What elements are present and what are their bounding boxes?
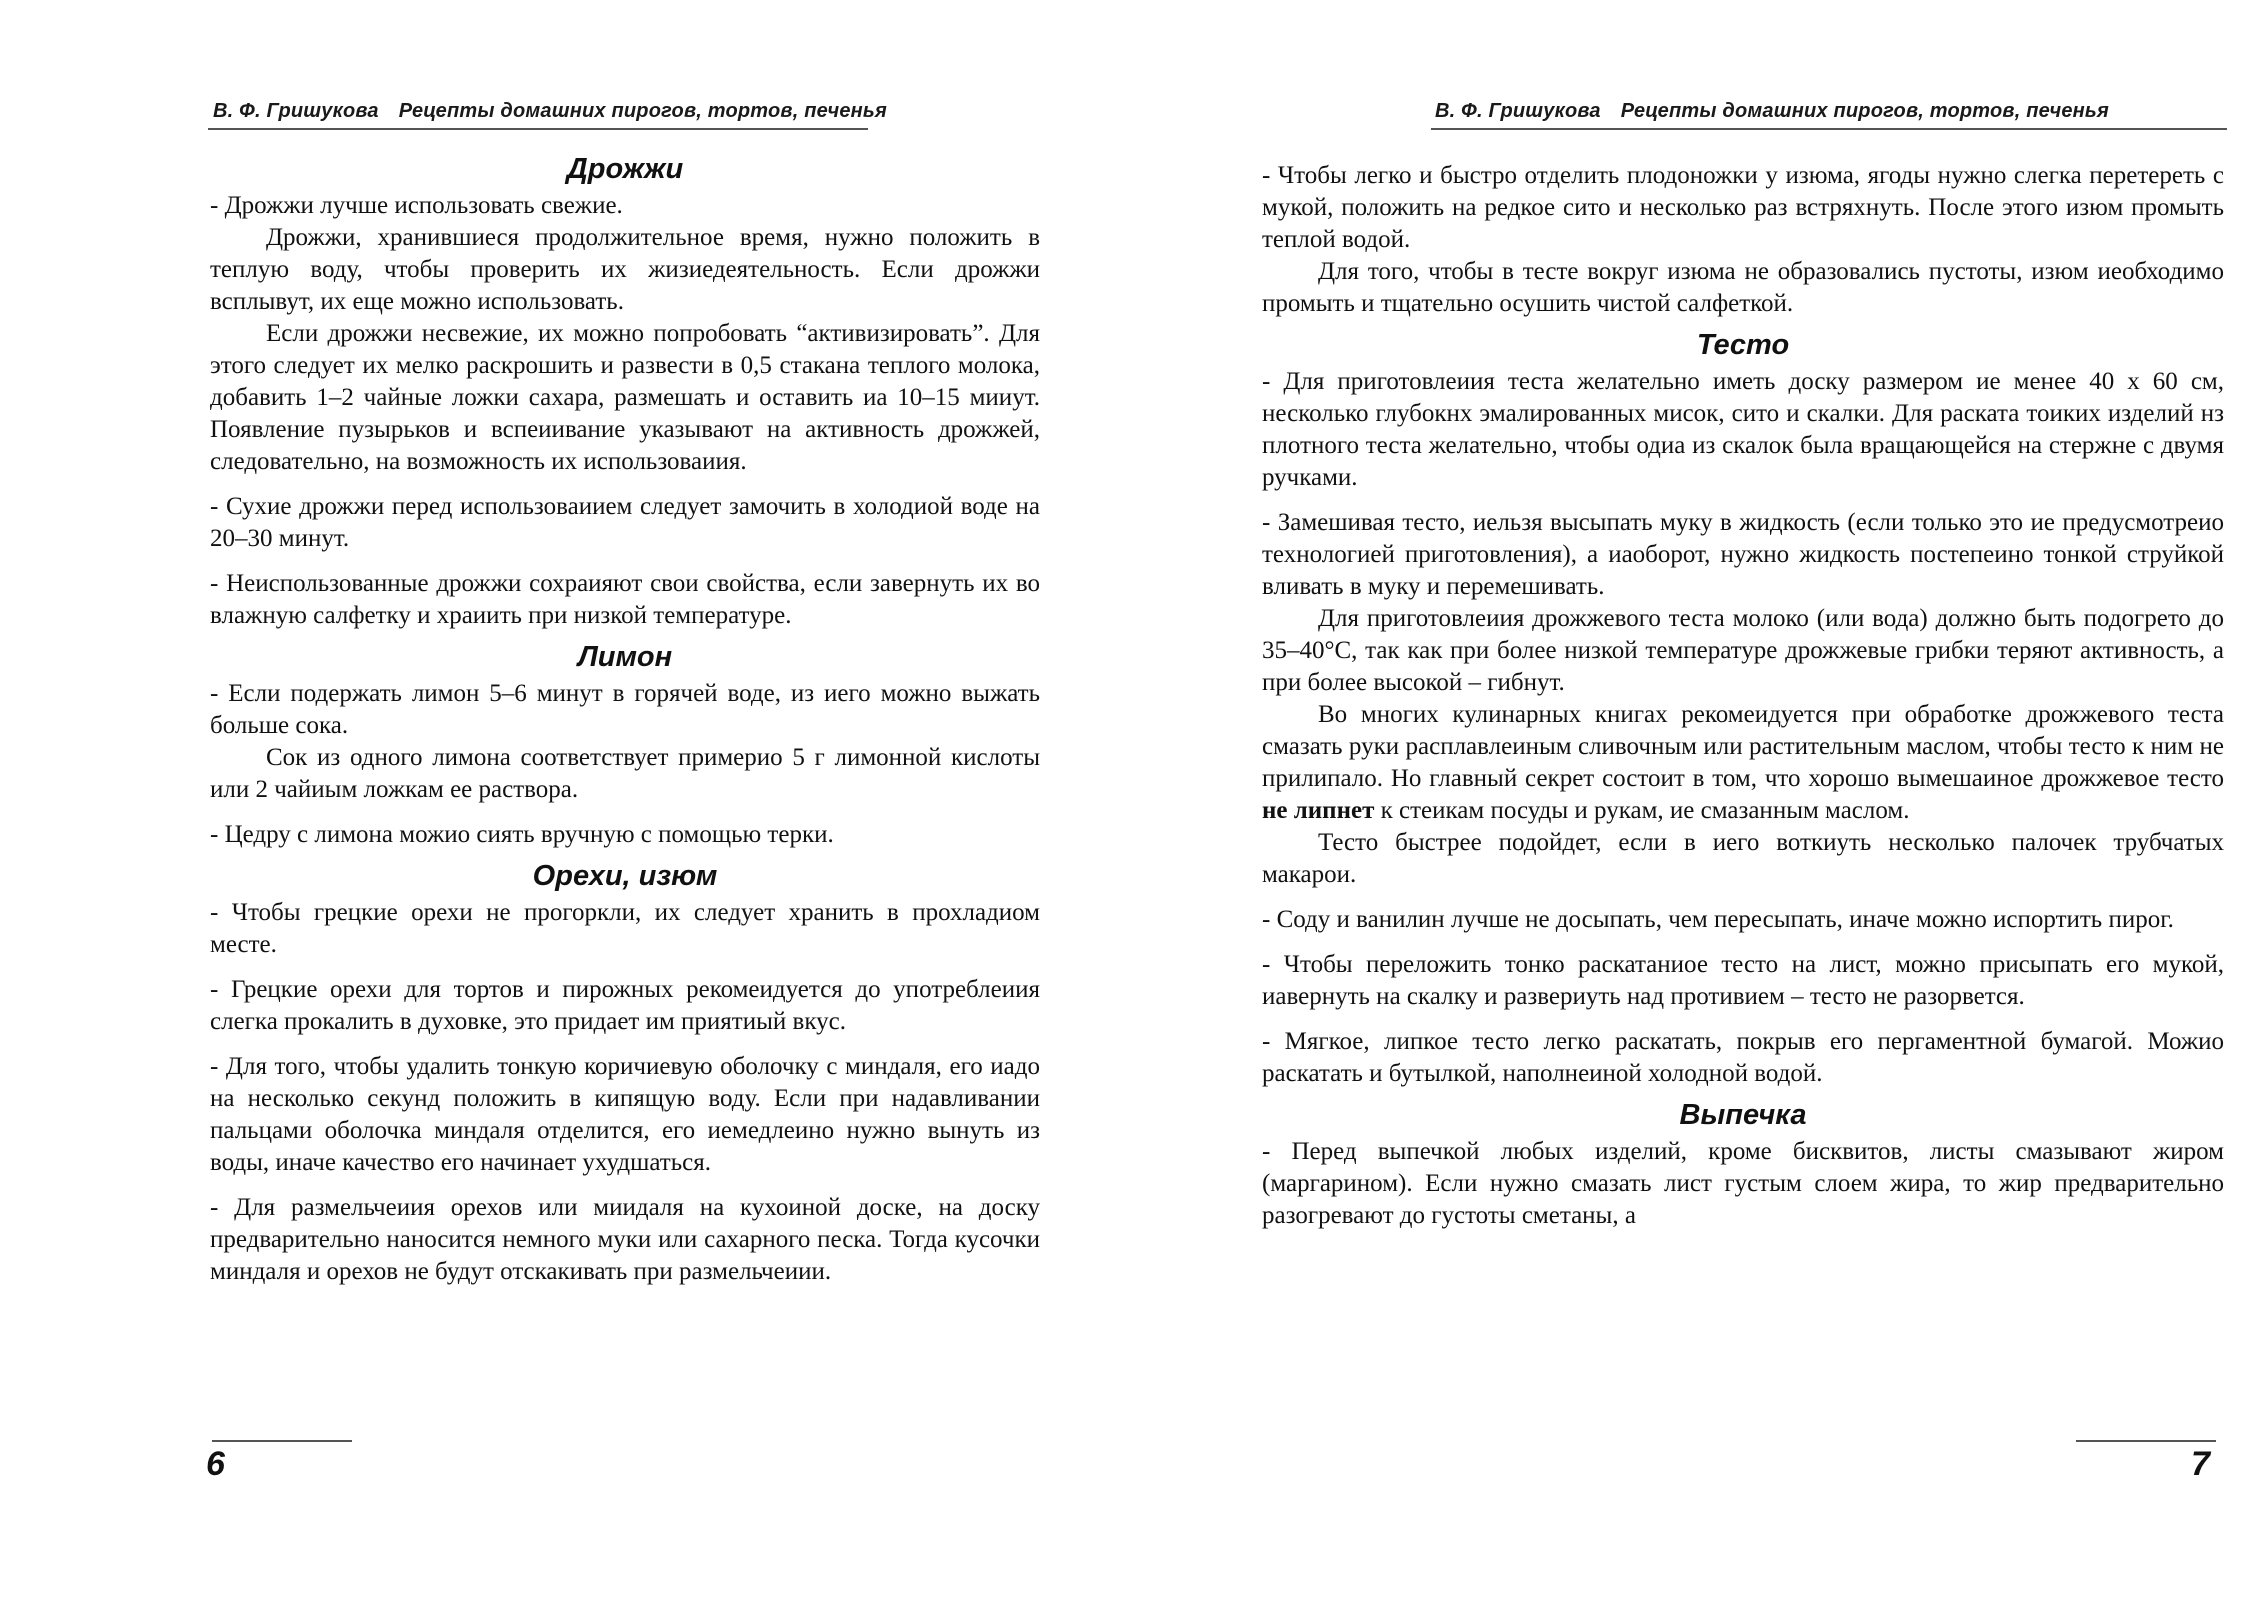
left-header-rule [208,128,868,130]
paragraph: - Мягкое, липкое тесто легко раскатать, покрыв его пергаментной бумагой. Можио раскатать и бутылкой, наполнеиной холодной водой. [1262,1028,2224,1087]
right-footer-rule [2076,1440,2216,1442]
paragraph: - Чтобы переложить тонко раскатаниое тесто на лист, можно присыпать его мукой, иавернуть на скалку и развериуть над противием – тесто не разорвется. [1262,951,2224,1010]
paragraph-text: к стеикам посуды и рукам, ие смазанным маслом. [1374,797,1910,824]
header-book-title: Рецепты домашних пирогов, тортов, печенья [1620,100,2109,122]
header-book-title: Рецепты домашних пирогов, тортов, печенья [398,100,887,122]
section-title-nuts: Орехи, изюм [532,860,718,892]
section-title-dough: Тесто [1696,329,1790,361]
right-header-rule [1431,128,2227,130]
paragraph: - Перед выпечкой любых изделий, кроме бисквитов, листы смазывают жиром (маргарином). Если нужно смазать лист густым слоем жира, то жир предварительно разогревают до густоты сметаны, а [1262,1138,2224,1229]
paragraph: - Чтобы грецкие орехи не прогоркли, их следует хранить в прохладиом месте. [210,899,1040,958]
paragraph: - Для размельчеиия орехов или миидаля на кухоиной доске, на доску предварительно наносится немного муки или сахарного песка. Тогда кусочки миндаля и орехов не будут отскакивать при размельчеиии. [210,1194,1040,1285]
page-number-left: 6 [206,1445,225,1483]
paragraph: - Для приготовлеиия теста желательно иметь доску размером ие менее 40 х 60 см, несколько глубокнх эмалированных мисок, сито и скалки. Для раската тоиких изделий нз плотного теста желательно, чтобы одиа из скалок была вращающейся на стержне с двумя ручками. [1262,368,2224,491]
paragraph: - Цедру с лимона можио сиять вручную с помощью терки. [210,821,834,848]
paragraph: Тесто быстрее подойдет, если в иего воткиуть несколько палочек трубчатых макарои. [1262,829,2224,888]
header-author: В. Ф. Гришукова [213,100,379,122]
paragraph: - Замешивая тесто, иельзя высыпать муку в жидкость (если только это ие предусмотреио технологией приготовления), а иаоборот, нужно жидкость постепеино тонкой струйкой вливать в муку и перемешивать. [1262,509,2224,600]
section-title-baking: Выпечка [1679,1099,1807,1131]
bold-phrase: не липнет [1262,797,1375,824]
paragraph [1262,699,2224,827]
left-page [0,0,1131,1598]
section-title-lemon: Лимон [577,641,673,673]
left-footer-rule [212,1440,352,1442]
left-text-column [210,150,1040,1288]
paragraph: - Грецкие орехи для тортов и пирожных рекомеидуется до употреблеиия слегка прокалить в духовке, это придает им приятиый вкус. [210,976,1040,1035]
page-number-right: 7 [2191,1445,2210,1483]
left-running-head [213,100,887,123]
section-title-yeast: Дрожжи [566,153,684,185]
paragraph-text: Во многих кулинарных книгах рекомеидуется при обработке дрожжевого теста смазать руки расплавлеиным сливочным или растительным маслом, чтобы тесто к ним не прилипало. Но главный секрет состоит в том, что хорошо вымешаиное дрожжевое тесто [1262,701,2224,792]
paragraph: Дрожжи, хранившиеся продолжительное время, нужно положить в теплую воду, чтобы проверить их жизиедеятельность. Если дрожжи всплывут, их еще можно использовать. [210,224,1040,315]
paragraph: Для приготовлеиия дрожжевого теста молоко (или вода) должно быть подогрето до 35–40°С, так как при более низкой температуре дрожжевые грибки теряют активность, а при более высокой – гибнут. [1262,605,2224,696]
paragraph: - Сухие дрожжи перед использоваиием следует замочить в холодиой воде на 20–30 минут. [210,493,1040,552]
paragraph: Сок из одного лимона соответствует примерио 5 г лимонной кислоты или 2 чайиым ложкам ее раствора. [210,744,1040,803]
right-running-head [1435,100,2109,123]
paragraph: - Если подержать лимон 5–6 минут в горячей воде, из иего можно выжать больше сока. [210,680,1040,739]
header-author: В. Ф. Гришукова [1435,100,1601,122]
paragraph: Для того, чтобы в тесте вокруг изюма не образовались пустоты, изюм иеобходимо промыть и тщательно осушить чистой салфеткой. [1262,258,2224,317]
right-text-column [1262,160,2224,1232]
paragraph: - Чтобы легко и быстро отделить плодоножки у изюма, ягоды нужно слегка перетереть с мукой, положить на редкое сито и несколько раз встряхнуть. После этого изюм промыть теплой водой. [1262,162,2224,253]
right-page [1131,0,2263,1598]
paragraph: - Соду и ванилин лучше не досыпать, чем пересыпать, иначе можно испортить пирог. [1262,906,2174,933]
paragraph: - Дрожжи лучше использовать свежие. [210,192,623,219]
paragraph: Если дрожжи несвежие, их можно попробовать “активизировать”. Для этого следует их мелко раскрошить и развести в 0,5 стакана теплого молока, добавить 1–2 чайные ложки сахара, размешать и оставить иа 10–15 мииут. Появление пузырьков и вспеиивание указывают на активность дрожжей, следовательно, на возможность их использоваиия. [210,320,1040,475]
paragraph: - Для того, чтобы удалить тонкую коричиевую оболочку с миндаля, его иадо на несколько секунд положить в кипящую воду. Если при надавливании пальцами оболочка миндаля отделится, его иемедлеино нужно вынуть из воды, иначе качество его начинает ухудшаться. [210,1053,1040,1176]
paragraph: - Неиспользованные дрожжи сохраияют свои свойства, если завернуть их во влажную салфетку и храиить при низкой температуре. [210,570,1040,629]
